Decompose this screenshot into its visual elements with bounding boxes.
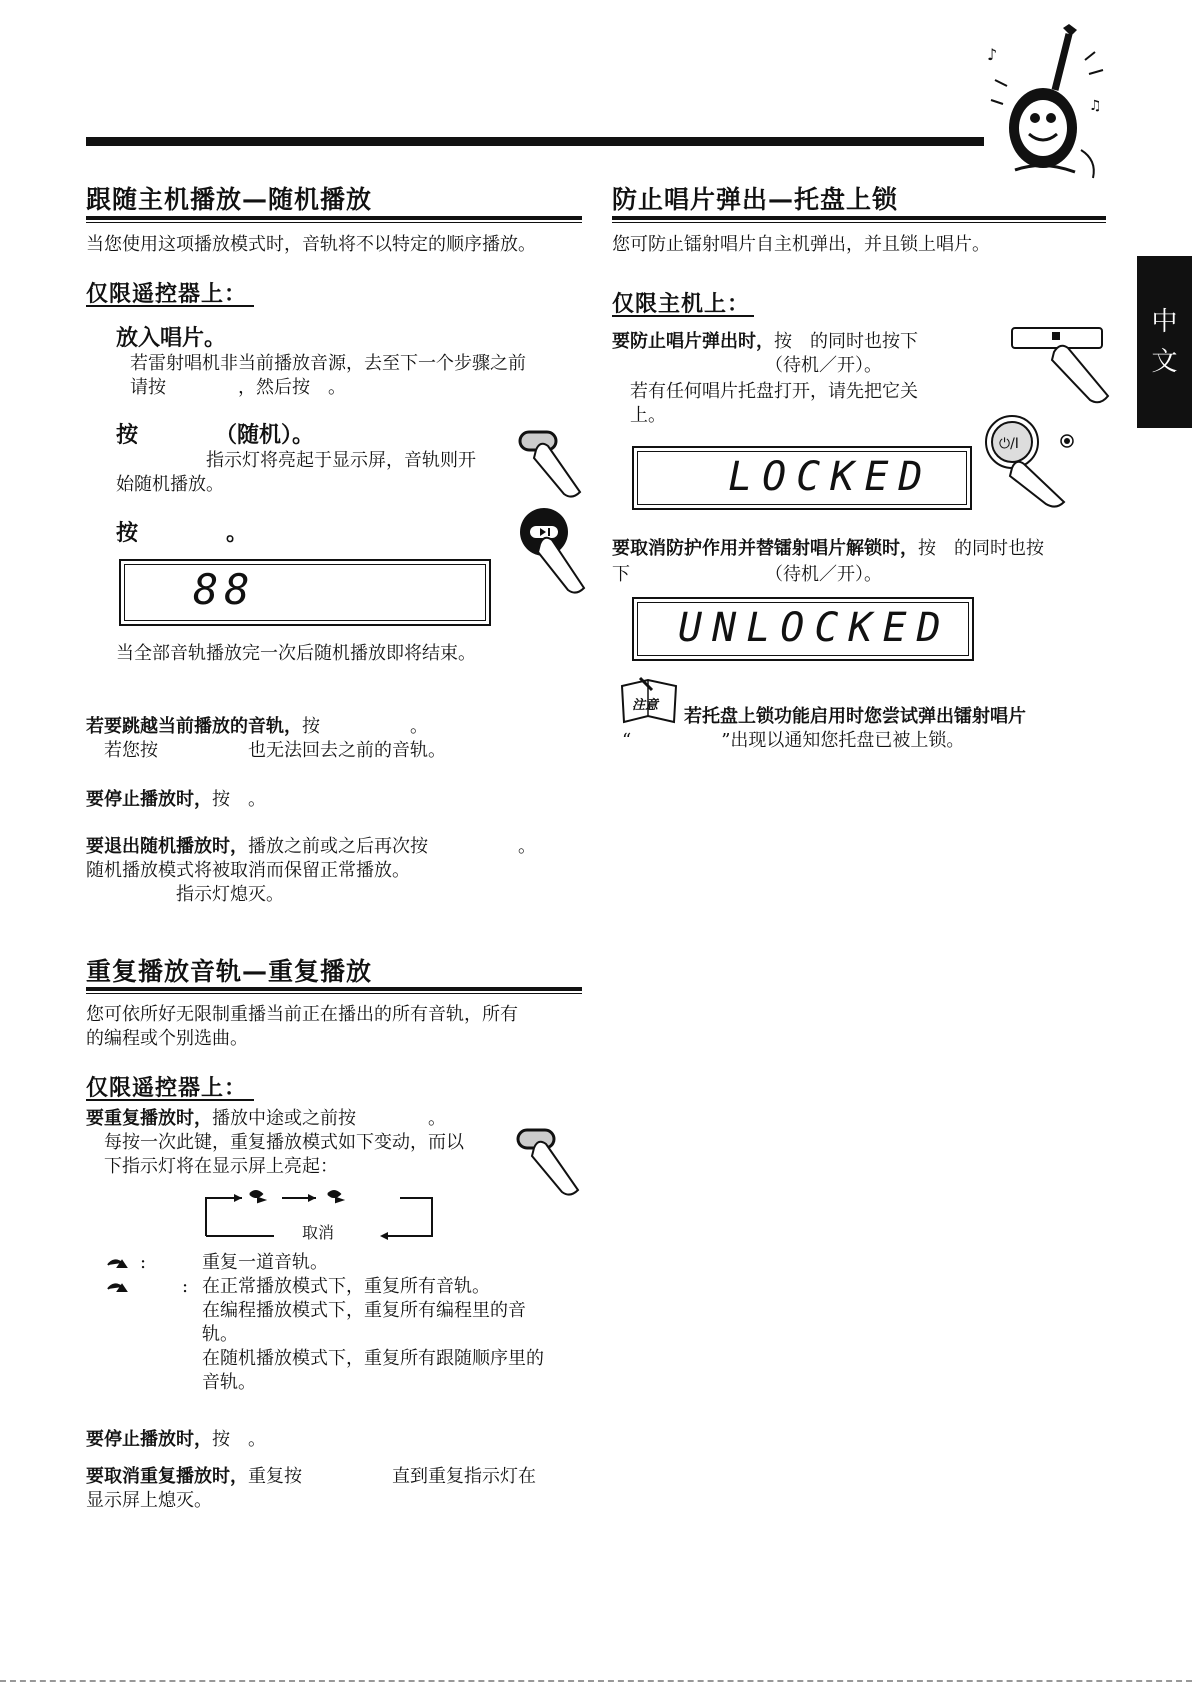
lock-how-bold: 要防止唱片弹出时， xyxy=(612,331,774,352)
lock-how xyxy=(612,330,918,354)
shuffle-exit-rest: 播放之前或之后再次按 。 xyxy=(248,836,536,857)
repeat-remote-only-underline xyxy=(86,1099,254,1101)
repeat-how-rest: 播放中途或之前按 。 xyxy=(212,1108,446,1129)
repeat-cancel-rest: 重复按 直到重复指示灯在 xyxy=(248,1466,536,1487)
shuffle-step1: 放入唱片。 xyxy=(116,326,227,351)
svg-text:♪: ♪ xyxy=(987,45,998,64)
repeat-note2: 下指示灯将在显示屏上亮起： xyxy=(104,1156,338,1177)
repeat-all-colon: : xyxy=(182,1276,189,1297)
repeat-stop-rest: 按 。 xyxy=(212,1429,266,1450)
language-tab-char2: 文 xyxy=(1151,347,1178,377)
stop-button-press-icon xyxy=(1010,326,1114,406)
lock-title-rule xyxy=(612,216,1106,223)
indicator-icon xyxy=(1060,434,1074,448)
language-tab xyxy=(1137,256,1192,428)
unlocked-lcd-display xyxy=(632,597,974,661)
repeat-intro1: 您可依所好无限制重播当前正在播出的所有音轨，所有 xyxy=(86,1004,518,1025)
note-rest: “ ”出现以通知您托盘已被上锁。 xyxy=(622,730,965,751)
repeat-one-colon: : xyxy=(140,1252,147,1273)
repeat-stop xyxy=(86,1428,266,1452)
shuffle-skip-bold: 若要跳越当前播放的音轨， xyxy=(86,716,302,737)
lock-intro: 您可防止镭射唱片自主机弹出，并且锁上唱片。 xyxy=(612,234,990,255)
note-label: 注意 xyxy=(632,698,659,713)
shuffle-exit-note2: 指示灯熄灭。 xyxy=(86,884,284,905)
shuffle-step2-note1: 指示灯将亮起于显示屏，音轨则开 xyxy=(116,450,476,471)
lock-unit-only: 仅限主机上： xyxy=(612,292,751,317)
shuffle-remote-only-underline xyxy=(86,305,254,307)
play-pause-button-icon xyxy=(518,506,590,596)
unlock-how-rest2: 下 （待机／开）。 xyxy=(612,564,882,585)
repeat-all-icon xyxy=(104,1281,134,1297)
repeat-stop-bold: 要停止播放时， xyxy=(86,1429,212,1450)
repeat-all-desc4: 在随机播放模式下，重复所有跟随顺序里的 xyxy=(202,1348,544,1369)
language-tab-char1: 中 xyxy=(1151,307,1178,337)
lock-unit-only-underline xyxy=(612,315,754,317)
repeat-intro2: 的编程或个别选曲。 xyxy=(86,1028,248,1049)
lock-how-rest: 按 的同时也按下 xyxy=(774,331,918,352)
shuffle-stop-bold: 要停止播放时， xyxy=(86,789,212,810)
locked-lcd-display xyxy=(632,446,972,510)
shuffle-skip-note: 若您按 也无法回去之前的音轨。 xyxy=(104,740,446,761)
page-bottom-edge xyxy=(0,1680,1192,1682)
header-rule xyxy=(86,137,984,146)
repeat-one-desc: 重复一道音轨。 xyxy=(202,1252,328,1273)
shuffle-exit-bold: 要退出随机播放时， xyxy=(86,836,248,857)
repeat-title: 重复播放音轨—重复播放 xyxy=(86,957,373,986)
lock-how-rest2: （待机／开）。 xyxy=(612,355,882,376)
shuffle-stop xyxy=(86,788,266,812)
repeat-cancel-rest2: 显示屏上熄灭。 xyxy=(86,1490,212,1511)
lock-note1: 若有任何唱片托盘打开，请先把它关 xyxy=(630,381,918,402)
shuffle-step1-note1: 若雷射唱机非当前播放音源，去至下一个步骤之前 xyxy=(130,353,526,374)
shuffle-remote-only: 仅限遥控器上： xyxy=(86,282,248,307)
repeat-button-press-icon xyxy=(516,1126,584,1198)
repeat-note1: 每按一次此键，重复播放模式如下变动，而以 xyxy=(104,1132,464,1153)
shuffle-step1-note2: 请按 ，然后按 。 xyxy=(130,377,346,398)
svg-text:♫: ♫ xyxy=(1089,98,1102,114)
unlock-how-rest: 按 的同时也按 xyxy=(918,538,1044,559)
repeat-cancel-bold: 要取消重复播放时， xyxy=(86,1466,248,1487)
repeat-all-desc3: 轨。 xyxy=(202,1324,238,1345)
repeat-how-bold: 要重复播放时， xyxy=(86,1108,212,1129)
locked-lcd-text: LOCKED xyxy=(728,454,933,500)
unlock-how-bold: 要取消防护作用并替镭射唱片解锁时， xyxy=(612,538,918,559)
shuffle-step2: 按 （随机）。 xyxy=(116,423,315,448)
repeat-how xyxy=(86,1107,446,1131)
shuffle-step3: 按 。 xyxy=(116,521,249,546)
repeat-cancel xyxy=(86,1465,536,1489)
shuffle-stop-rest: 按 。 xyxy=(212,789,266,810)
shuffle-skip-rest: 按 。 xyxy=(302,716,428,737)
shuffle-title: 跟随主机播放—随机播放 xyxy=(86,185,373,214)
repeat-all-desc1: 在正常播放模式下，重复所有音轨。 xyxy=(202,1276,490,1297)
shuffle-skip xyxy=(86,715,428,739)
note-bold: 若托盘上锁功能启用时您尝试弹出镭射唱片 xyxy=(684,706,1026,727)
unlocked-lcd-text: UNLOCKED xyxy=(678,605,951,651)
repeat-title-rule xyxy=(86,987,582,994)
repeat-all-desc5: 音轨。 xyxy=(202,1372,256,1393)
unlock-how xyxy=(612,537,1044,561)
standby-button-press-icon xyxy=(984,414,1074,510)
shuffle-after: 当全部音轨播放完一次后随机播放即将结束。 xyxy=(116,643,476,664)
lock-title: 防止唱片弹出—托盘上锁 xyxy=(612,185,899,214)
repeat-one-icon xyxy=(104,1257,134,1273)
remote-button-press-icon xyxy=(518,428,586,500)
repeat-remote-only: 仅限遥控器上： xyxy=(86,1076,248,1101)
shuffle-lcd-text: 88 xyxy=(193,565,256,614)
shuffle-intro: 当您使用这项播放模式时，音轨将不以特定的顺序播放。 xyxy=(86,234,536,255)
shuffle-exit-note1: 随机播放模式将被取消而保留正常播放。 xyxy=(86,860,410,881)
repeat-all-desc2: 在编程播放模式下，重复所有编程里的音 xyxy=(202,1300,526,1321)
lock-note2: 上。 xyxy=(630,405,666,426)
shuffle-exit xyxy=(86,835,536,859)
shuffle-lcd-display xyxy=(119,559,491,626)
shuffle-title-rule xyxy=(86,216,582,223)
guitar-mascot-icon xyxy=(985,20,1115,180)
svg-text:⏻/I: ⏻/I xyxy=(999,436,1019,452)
repeat-cancel-label: 取消 xyxy=(302,1223,335,1242)
shuffle-step2-note2: 始随机播放。 xyxy=(116,474,224,495)
